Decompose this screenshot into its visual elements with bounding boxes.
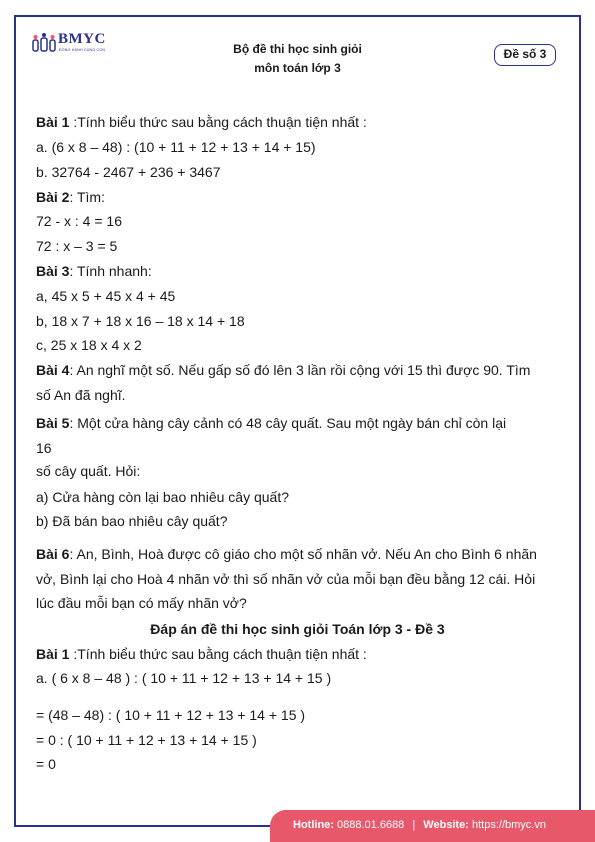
answer-1-label: Bài 1 <box>36 646 70 662</box>
logo-name: BMYC <box>58 31 106 47</box>
answer-1-step-1: = (48 – 48) : ( 10 + 11 + 12 + 13 + 14 + 15 ) <box>36 707 306 723</box>
website-label: Website: <box>423 819 469 831</box>
problem-2-eq2: 72 : x – 3 = 5 <box>36 238 118 254</box>
problem-3b: b, 18 x 7 + 18 x 16 – 18 x 14 + 18 <box>36 313 245 329</box>
problem-3-heading <box>36 263 152 279</box>
problem-5-text: : Một cửa hàng cây cảnh có 48 cây quất. Sau một ngày bán chỉ còn lại <box>69 415 507 431</box>
problem-2-label: Bài 2 <box>36 189 70 205</box>
answer-section-title: Đáp án đề thi học sinh giỏi Toán lớp 3 - Đề 3 <box>150 621 445 637</box>
problem-6-text: : An, Bình, Hoà được cô giáo cho một số nhãn vở. Nếu An cho Bình 6 nhãn <box>69 546 537 562</box>
problem-6-text-2: vở, Bình lại cho Hoà 4 nhãn vở thì số nhãn vở của mỗi bạn đều bằng 12 cái. Hỏi <box>36 571 536 587</box>
problem-5-heading <box>36 415 506 431</box>
website-link[interactable]: https://bmyc.vn <box>472 819 546 831</box>
problem-4-label: Bài 4 <box>36 362 70 378</box>
problem-5-label: Bài 5 <box>36 415 70 431</box>
hotline-label: Hotline: <box>293 819 334 831</box>
exam-number-badge: Đề số 3 <box>494 44 556 66</box>
answer-1-heading <box>36 646 367 662</box>
footer-contact <box>293 819 546 831</box>
answer-1a: a. ( 6 x 8 – 48 ) : ( 10 + 11 + 12 + 13 + 14 + 15 ) <box>36 670 332 686</box>
problem-6-heading <box>36 546 537 562</box>
problem-5-text-2: số cây quất. Hỏi: <box>36 463 141 479</box>
problem-2-heading <box>36 189 105 205</box>
problem-1-text: :Tính biểu thức sau bằng cách thuận tiện nhất : <box>69 114 367 130</box>
problem-3c: c, 25 x 18 x 4 x 2 <box>36 337 142 353</box>
problem-5a: a) Cửa hàng còn lại bao nhiêu cây quất? <box>36 489 289 505</box>
title-line-1: Bộ đề thi học sinh giỏi <box>233 42 362 56</box>
problem-5-number: 16 <box>36 440 52 456</box>
logo-tagline: ĐỒNG HÀNH CÙNG CON <box>59 48 106 52</box>
footer-bar <box>270 810 595 842</box>
problem-2-text: : Tìm: <box>69 189 105 205</box>
answer-1-step-3: = 0 <box>36 756 56 772</box>
problem-4-text: : An nghĩ một số. Nếu gấp số đó lên 3 lần rồi cộng với 15 thì được 90. Tìm <box>69 362 531 378</box>
problem-2-eq1: 72 - x : 4 = 16 <box>36 213 122 229</box>
problem-3-text: : Tính nhanh: <box>69 263 152 279</box>
problem-1-heading <box>36 114 367 130</box>
problem-1a: a. (6 x 8 – 48) : (10 + 11 + 12 + 13 + 14 + 15) <box>36 139 316 155</box>
problem-1b: b. 32764 - 2467 + 236 + 3467 <box>36 164 221 180</box>
problem-5b: b) Đã bán bao nhiêu cây quất? <box>36 513 228 529</box>
problem-6-label: Bài 6 <box>36 546 70 562</box>
footer-separator: | <box>412 819 416 831</box>
problem-4-text-2: số An đã nghĩ. <box>36 387 126 403</box>
problem-4-heading <box>36 362 530 378</box>
answer-1-step-2: = 0 : ( 10 + 11 + 12 + 13 + 14 + 15 ) <box>36 732 257 748</box>
problem-3a: a, 45 x 5 + 45 x 4 + 45 <box>36 288 176 304</box>
problem-3-label: Bài 3 <box>36 263 70 279</box>
answer-1-text: :Tính biểu thức sau bằng cách thuận tiện nhất : <box>69 646 367 662</box>
problem-1-label: Bài 1 <box>36 114 70 130</box>
problem-6-text-3: lúc đầu mỗi bạn có mấy nhãn vở? <box>36 595 247 611</box>
title-line-2: môn toán lớp 3 <box>254 61 341 75</box>
hotline-number[interactable]: 0888.01.6688 <box>337 819 405 831</box>
